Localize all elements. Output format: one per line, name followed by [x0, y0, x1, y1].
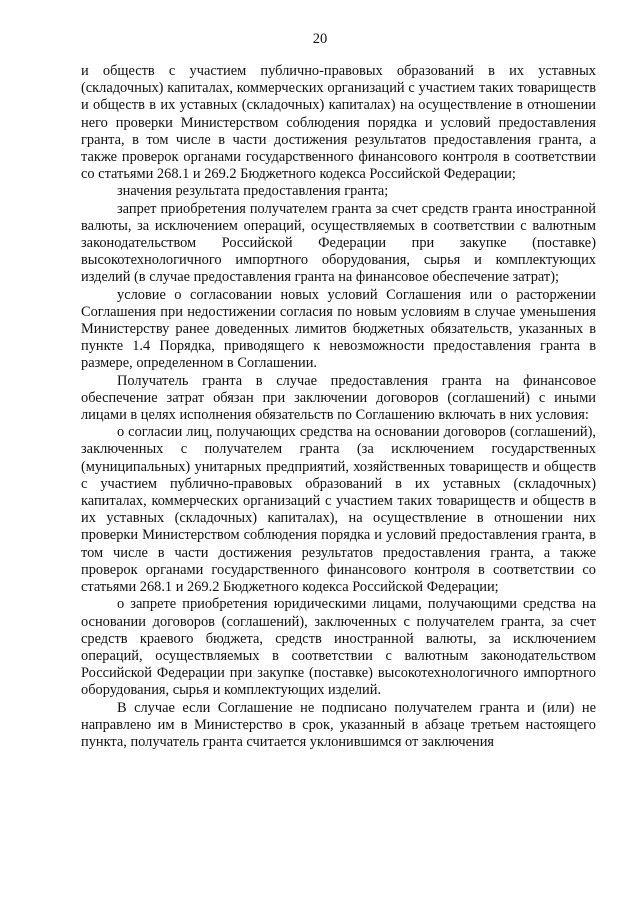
paragraph-consent-of-persons: о согласии лиц, получающих средства на основании договоров (соглашений), заключенных с получателем гранта (за исключением государственных (муниципальных) унитарных предприятий, хозяйственных товариществ и обществ с участием публично-правовых образований в их уставных (складочных) капиталах, коммерческих организаций с участием таких товариществ и обществ в их уставных (складочных) капиталах), на осуществление в отношении них проверки Министерством соблюдения порядка и условий предоставления гранта, в том числе в части достижения результатов предоставления гранта, а также проверок органами государственного финансового контроля в соответствии со статьями 268.1 и 269.2 Бюджетного кодекса Российской Федерации; — [81, 424, 596, 596]
document-body — [81, 63, 596, 751]
paragraph-legal-entities-ban: о запрете приобретения юридическими лицами, получающими средства на основании договоров (соглашений), заключенных с получателем гранта, за счет средств краевого бюджета, средств иностранной валюты, за исключением операций, осуществляемых в соответствии с валютным законодательством Российской Федерации при закупке (поставке) высокотехнологичного импортного оборудования, сырья и комплектующих изделий. — [81, 596, 596, 699]
paragraph-unsigned-agreement: В случае если Соглашение не подписано получателем гранта и (или) не направлено им в Министерство в срок, указанный в абзаце третьем настоящего пункта, получатель гранта считается уклонившимся от заключения — [81, 699, 596, 750]
paragraph-new-conditions-agreement: условие о согласовании новых условий Соглашения или о расторжении Соглашения при недостижении согласия по новым условиям в случае уменьшения Министерству ранее доведенных лимитов бюджетных обязательств, указанных в пункте 1.4 Порядка, приводящего к невозможности предоставления гранта в размере, определенном в Соглашении. — [81, 286, 596, 372]
paragraph-currency-purchase-ban: запрет приобретения получателем гранта за счет средств гранта иностранной валюты, за исключением операций, осуществляемых в соответствии с валютным законодательством Российской Федерации при закупке (поставке) высокотехнологичного импортного оборудования, сырья и комплектующих изделий (в случае предоставления гранта на финансовое обеспечение затрат); — [81, 200, 596, 286]
paragraph-recipient-obligations: Получатель гранта в случае предоставления гранта на финансовое обеспечение затрат обязан при заключении договоров (соглашений) с иными лицами в целях исполнения обязательств по Соглашению включать в них условия: — [81, 372, 596, 424]
page-number: 20 — [312, 31, 328, 47]
paragraph-grant-result-values: значения результата предоставления гранта; — [117, 183, 389, 200]
paragraph-continuation: и обществ с участием публично-правовых образований в их уставных (складочных) капиталах, коммерческих организаций с участием таких товариществ и обществ в их уставных (складочных) капиталах) на осуществление в отношении него проверки Министерством соблюдения порядка и условий предоставления гранта, в том числе в части достижения результатов предоставления гранта, а также проверок органами государственного финансового контроля в соответствии со статьями 268.1 и 269.2 Бюджетного кодекса Российской Федерации; — [81, 63, 596, 183]
